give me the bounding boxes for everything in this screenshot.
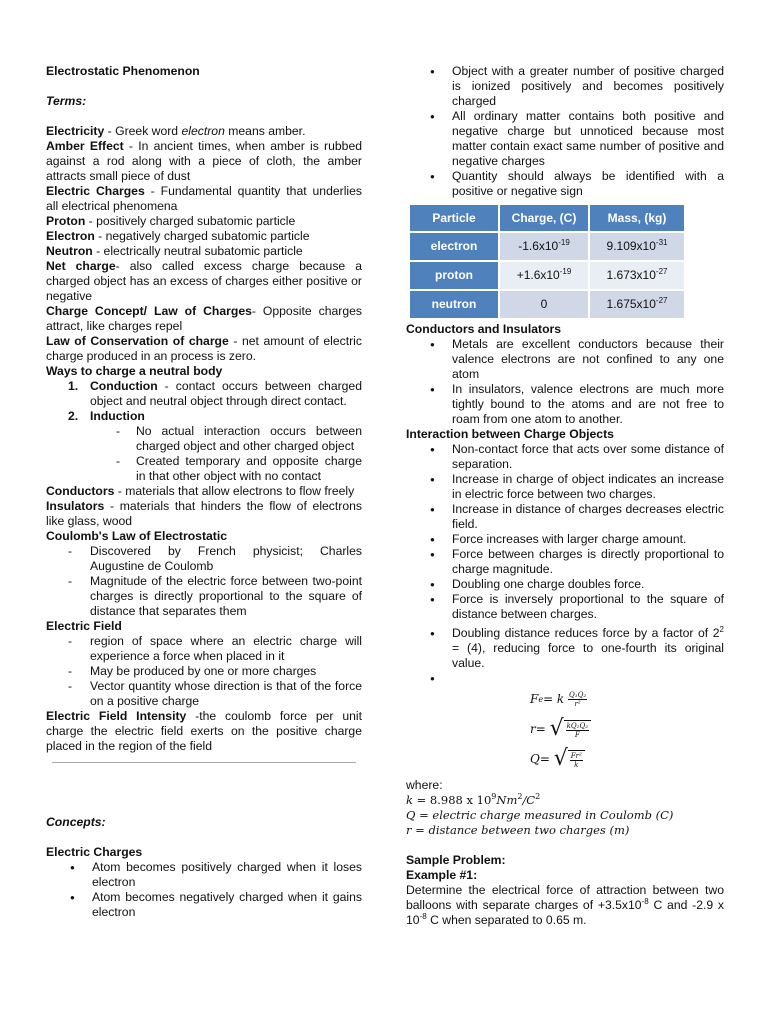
formula-charge: Q = √ $\frac{\text{Fr²}}{k}$ <box>530 744 724 774</box>
list-item: - region of space where an electric charge will experience a force when placed in it <box>46 634 362 664</box>
where-label: where: <box>406 778 443 792</box>
list-item: ● In insulators, valence electrons are much more tightly bound to the atoms and are not free to roam from one atom to another. <box>406 382 724 427</box>
list-item: ● Atom becomes positively charged when it loses electron <box>46 860 362 890</box>
induction-points <box>46 424 362 484</box>
list-item: - Vector quantity whose direction is that of the force on a positive charge <box>46 679 362 709</box>
interaction-points <box>406 442 724 686</box>
term-insulators: Insulators - materials that hinders the flow of electrons like glass, wood <box>46 499 362 528</box>
list-item: - No actual interaction occurs between charged object and other charged object <box>46 424 362 454</box>
sample-problem-heading: Sample Problem: <box>406 853 506 867</box>
electric-field-points <box>46 634 362 709</box>
right-column <box>406 64 724 928</box>
list-item: ● Object with a greater number of positive charged is ionized positively and becomes positively charged <box>406 64 724 109</box>
ways-list <box>46 379 362 424</box>
table-cell: proton <box>410 262 498 289</box>
charges-heading: Electric Charges <box>46 845 143 859</box>
list-item: ● Force is inversely proportional to the square of distance between charges. <box>406 592 724 622</box>
formula-block <box>406 684 724 774</box>
term-conductors: Conductors - materials that allow electrons to flow freely <box>46 484 355 498</box>
conductors-points <box>406 337 724 427</box>
conductors-heading: Conductors and Insulators <box>406 322 562 336</box>
left-column <box>46 64 362 920</box>
where-r: r = distance between two charges (m) <box>406 823 630 837</box>
electric-field-heading: Electric Field <box>46 619 122 633</box>
term-conservation-of-charge: Law of Conservation of charge - net amount of electric charge produced in an process is zero. <box>46 334 362 363</box>
table-cell: $1.673x10^{-27}$ <box>590 262 684 289</box>
list-item: 1. Conduction - contact occurs between charged object and neutral object through direct contact. <box>68 379 362 408</box>
list-item: ● Metals are excellent conductors because their valence electrons are not confined to any one atom <box>406 337 724 382</box>
formula-distance: r = √ $\frac{\text{kQ₁Q₂}}{F}$ <box>530 714 724 744</box>
list-item: ● Force between charges is directly proportional to charge magnitude. <box>406 547 724 577</box>
example-heading: Example #1: <box>406 868 478 882</box>
where-q: Q = electric charge measured in Coulomb (C) <box>406 808 674 822</box>
charge-facts-list <box>406 64 724 199</box>
table-cell: $9.109x10^{-31}$ <box>590 233 684 260</box>
table-row <box>410 262 684 289</box>
terms-heading: Terms: <box>46 94 87 108</box>
term-proton: Proton - positively charged subatomic particle <box>46 214 296 228</box>
interaction-heading: Interaction between Charge Objects <box>406 427 614 441</box>
table-row <box>410 291 684 318</box>
table-cell: $-1.6x10^{-19}$ <box>500 233 588 260</box>
table-header: Particle <box>410 205 498 231</box>
example-text: Determine the electrical force of attraction between two balloons with separate charges of $+3.5x10^{-8}$ C and -2.9 x $10^{-8}$ C when separated to 0.65 m. <box>406 883 724 927</box>
list-item: ● Force increases with larger charge amount. <box>406 532 724 547</box>
table-row <box>410 233 684 260</box>
list-item: 2. Induction <box>68 409 145 423</box>
term-electron: Electron - negatively charged subatomic particle <box>46 229 310 243</box>
table-header: Charge, (C) <box>500 205 588 231</box>
list-item <box>406 671 724 686</box>
table-header-row <box>410 205 684 231</box>
list-item: ● All ordinary matter contains both positive and negative charge but unnoticed because most matter contain exact same number of positive and negative charges <box>406 109 724 169</box>
table-header: Mass, (kg) <box>590 205 684 231</box>
term-law-of-charges: Charge Concept/ Law of Charges- Opposite charges attract, like charges repel <box>46 304 362 333</box>
list-item: ● Quantity should always be identified with a positive or negative sign <box>406 169 724 199</box>
term-net-charge: Net charge- also called excess charge because a charged object has an excess of charges either positive or negative <box>46 259 362 303</box>
coulomb-heading: Coulomb's Law of Electrostatic <box>46 529 227 543</box>
list-item: ● Doubling one charge doubles force. <box>406 577 724 592</box>
formula-force: F e = k $\frac{\text{Q₁Q₂}}{\text{r²}}$ <box>530 690 587 708</box>
list-item: ● Atom becomes negatively charged when it gains electron <box>46 890 362 920</box>
table-cell: $1.675x10^{-27}$ <box>590 291 684 318</box>
charges-points <box>46 860 362 920</box>
term-electric-charges: Electric Charges - Fundamental quantity that underlies all electrical phenomena <box>46 184 362 213</box>
where-k: k = 8.988 x $10^9Nm^2/C^2$ <box>406 792 541 807</box>
term-field-intensity: Electric Field Intensity -the coulomb force per unit charge the electric field exerts on the positive charge placed in the region of the field <box>46 709 362 753</box>
term-electricity: Electricity - Greek word electron means amber. <box>46 124 306 138</box>
table-cell: $+1.6x10^{-19}$ <box>500 262 588 289</box>
list-item: - Magnitude of the electric force between two-point charges is directly proportional to the square of distance that separates them <box>46 574 362 619</box>
list-item: ● Non-contact force that acts over some distance of separation. <box>406 442 724 472</box>
term-neutron: Neutron - electrically neutral subatomic particle <box>46 244 303 258</box>
list-item: ● Increase in distance of charges decreases electric field. <box>406 502 724 532</box>
document-title: Electrostatic Phenomenon <box>46 64 200 78</box>
ways-heading: Ways to charge a neutral body <box>46 364 223 378</box>
list-item: ● Increase in charge of object indicates an increase in electric force between two charges. <box>406 472 724 502</box>
list-item: - Created temporary and opposite charge in that other object with no contact <box>46 454 362 484</box>
table-cell: electron <box>410 233 498 260</box>
table-cell: neutron <box>410 291 498 318</box>
table-cell: 0 <box>500 291 588 318</box>
list-item: ● Doubling distance reduces force by a factor of $2^2 = (4)$, reducing force to one-fourth its original value. <box>406 626 724 671</box>
term-amber-effect: Amber Effect - In ancient times, when amber is rubbed against a rod along with a piece of cloth, the amber attracts small piece of dust <box>46 139 362 183</box>
particle-table <box>408 203 686 320</box>
concepts-heading: Concepts: <box>46 815 106 829</box>
list-item: - Discovered by French physicist; Charles Augustine de Coulomb <box>46 544 362 574</box>
list-item: - May be produced by one or more charges <box>46 664 362 679</box>
coulomb-points <box>46 544 362 619</box>
